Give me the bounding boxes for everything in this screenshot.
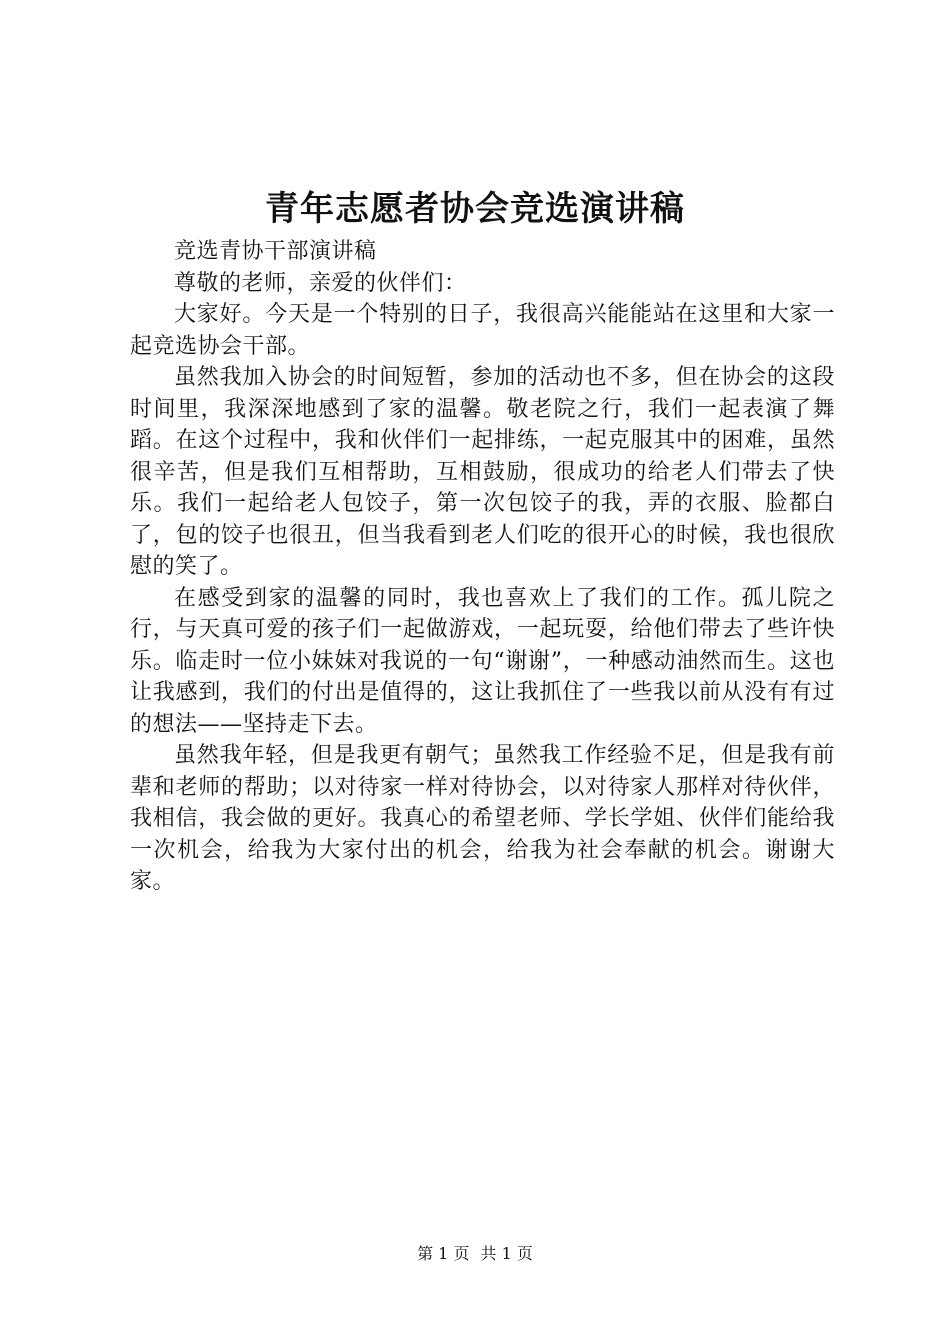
document-body (130, 236, 835, 898)
paragraph-salutation: 尊敬的老师，亲爱的伙伴们： (174, 270, 467, 296)
paragraph-body: 虽然我加入协会的时间短暂，参加的活动也不多，但在协会的这段时间里，我深深地感到了家的温馨。敬老院之行，我们一起表演了舞蹈。在这个过程中，我和伙伴们一起排练，一起克服其中的困难，虽然很辛苦，但是我们互相帮助，互相鼓励，很成功的给老人们带去了快乐。我们一起给老人包饺子，第一次包饺子的我，弄的衣服、脸都白了，包的饺子也很丑，但当我看到老人们吃的很开心的时候，我也很欣慰的笑了。 (130, 365, 835, 579)
document-title: 青年志愿者协会竞选演讲稿 (265, 189, 685, 229)
page-number: 第 1 页 (417, 1244, 470, 1263)
page-total: 共 1 页 (480, 1244, 533, 1263)
paragraph-body: 在感受到家的温馨的同时，我也喜欢上了我们的工作。孤儿院之行，与天真可爱的孩子们一起做游戏，一起玩耍，给他们带去了些许快乐。临走时一位小妹妹对我说的一句“谢谢”，一种感动油然而生。这也让我感到，我们的付出是值得的，这让我抓住了一些我以前从没有有过的想法——坚持走下去。 (130, 585, 835, 737)
paragraph-closing: 虽然我年轻，但是我更有朝气；虽然我工作经验不足，但是我有前辈和老师的帮助；以对待家一样对待协会，以对待家人那样对待伙伴，我相信，我会做的更好。我真心的希望老师、学长学姐、伙伴们能给我一次机会，给我为大家付出的机会，给我为社会奉献的机会。谢谢大家。 (130, 743, 835, 894)
paragraph-greeting: 大家好。今天是一个特别的日子，我很高兴能能站在这里和大家一起竞选协会干部。 (130, 302, 835, 359)
paragraph-subtitle: 竞选青协干部演讲稿 (174, 239, 377, 264)
page-footer (0, 1243, 950, 1265)
